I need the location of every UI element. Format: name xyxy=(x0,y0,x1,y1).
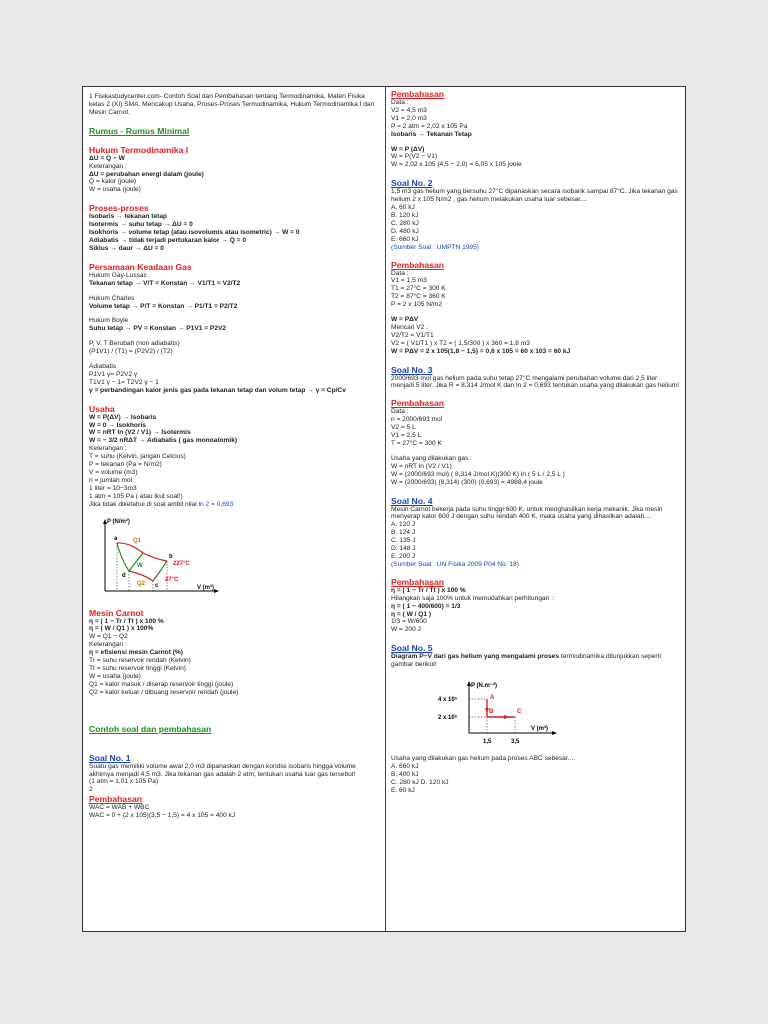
persamaan-line: Tekanan tetap → V/T = Konstan → V1/T1 = V2/T2 xyxy=(89,279,241,287)
carnot-line: W = Q1 − Q2 xyxy=(89,633,128,641)
soal4-line: D. 148 J xyxy=(391,545,416,553)
pv5-point-b: B xyxy=(489,709,494,716)
usaha-line: W = − 3/2 nRΔT → Adiabatis ( gas monoatomik) xyxy=(89,437,238,445)
soal2-line: E. 660 kJ xyxy=(391,235,419,243)
pembahasan3-line: W = (2000/693 mol) ( 8,314 J/mol K)(300 K) ln ( 5 L / 2,5 L ) xyxy=(391,470,565,478)
pv-point-a: a xyxy=(114,535,118,542)
persamaan-line: P1V1 γ= P2V2 γ xyxy=(89,370,138,378)
soal5-question-line: B. 400 kJ xyxy=(391,770,419,778)
usaha-line: 1 atm = 105 Pa ( atau ikut soal!) xyxy=(89,492,183,500)
soal5-heading: Soal No. 5 xyxy=(391,643,433,654)
pv-y-axis-label: P (N/m²) xyxy=(107,518,130,525)
pembahasan1-line: WAC = 0 + (2 x 105)(3,5 − 1,5) = 4 x 105 = 400 kJ xyxy=(89,812,236,820)
soal5-question-line: Usaha yang dilakukan gas helium pada proses ABC sebesar.... xyxy=(391,755,576,763)
persamaan-line: P, V, T Berubah (non adiabatis) xyxy=(89,340,180,348)
persamaan-line: γ = perbandingan kalor jenis gas pada tekanan tetap dan volum tetap → γ = Cp/Cv xyxy=(89,386,346,394)
pembahasan2-line: T2 = 87°C = 360 K xyxy=(391,293,446,301)
pembahasan2-line: W = PΔV = 2 x 105(1,8 − 1,5) = 0,6 x 105 = 60 x 103 = 60 kJ xyxy=(391,347,571,355)
pv-x-axis-label: V (m³) xyxy=(197,584,214,591)
soal2-line: 1,5 m3 gas helium yang bersuhu 27°C dipanaskan secara isobarik sampai 87°C. Jika tekanan gas helium 2 x 105 N/m2 , gas helium melakukan usaha luar sebesar.... xyxy=(391,188,678,204)
right-column xyxy=(391,89,681,795)
carnot-line: Q2 = kalor keluar / dibuang reservoir rendah (joule) xyxy=(89,688,239,696)
pv5-x-tick-2: 3,5 xyxy=(511,739,520,746)
pembahasan4-line: 1/3 = W/600 xyxy=(391,618,427,626)
soal5-question-line: C. 280 kJ D. 120 kJ xyxy=(391,778,449,786)
persamaan-line: Adiabatis xyxy=(89,363,117,371)
proses-line: Siklus → daur → ΔU = 0 xyxy=(89,244,164,252)
pembahasan2-line: W = PΔV xyxy=(391,316,419,324)
soal4-source: (Sumber Soal : UN Fisika 2009 P04 No. 18) xyxy=(391,560,519,568)
pembahasan4-line: W = 200 J xyxy=(391,626,421,634)
pembahasan3-line: Data : xyxy=(391,408,409,416)
pembahasan4-line: η = ( 1 − 400/600) = 1/3 xyxy=(391,602,461,610)
soal4-line: E. 200 J xyxy=(391,552,416,560)
pv5-y-tick-low: 2 x 10⁵ xyxy=(438,715,458,722)
pembahasan-a-line: P = 2 atm = 2,02 x 105 Pa xyxy=(391,122,468,130)
soal4-line: B. 124 J xyxy=(391,529,416,537)
pembahasan2-line: V2/T2 = V1/T1 xyxy=(391,331,434,339)
hukum-line: W = usaha (joule) xyxy=(89,186,141,194)
pembahasan3-line: V1 = 2,5 L xyxy=(391,432,422,440)
intro-text: 1 Fisikastudycenter.com- Contoh Soal dan Pembahasan tentang Termodinamika, Materi Fisika kelas 2 (XI) SMA. Mencakup Usaha, Proses-Proses Termodinamika, Hukum Termodinamika I dan Mesin Carnot. xyxy=(89,93,375,116)
proses-line: Isobaris → tekanan tetap xyxy=(89,213,168,221)
pembahasan3-line: T = 27°C = 300 K xyxy=(391,440,442,447)
carnot-line: Q1 = kalor masuk / diserap reservoir tinggi (joule) xyxy=(89,680,234,688)
hukum-line: Q = kalor (joule) xyxy=(89,178,137,186)
pembahasan2-line: V2 = ( V1/T1 ) x T2 = ( 1,5/300 ) x 360 = 1,8 m3 xyxy=(391,339,530,347)
pembahasan2-line: T1 = 27°C = 300 K xyxy=(391,285,446,293)
soal2-line: D. 480 kJ xyxy=(391,227,419,235)
soal5-intro: Diagram P−V dari gas helium yang mengalami proses termodinamika ditunjukkan seperti gambar berikut! xyxy=(391,653,661,669)
pembahasan-a-line: W = P (ΔV) xyxy=(391,145,425,153)
carnot-line: Keterangan : xyxy=(89,641,127,649)
pv-label-q2: Q2 xyxy=(137,580,146,587)
pembahasan2-line: Data : xyxy=(391,269,409,277)
soal2-source: (Sumber Soal : UMPTN 1995) xyxy=(391,243,479,251)
pembahasan4-line: η = ( W / Q1 ) xyxy=(391,610,432,618)
persamaan-line: Suhu tetap → PV = Konstan → P1V1 = P2V2 xyxy=(89,325,227,333)
soal5-pv-diagram xyxy=(435,677,575,749)
proses-line: Isotermis → suhu tetap → ΔU = 0 xyxy=(89,221,193,229)
soal2-line: B. 120 kJ xyxy=(391,211,419,219)
pv-label-q1: Q1 xyxy=(133,537,142,544)
pv5-y-tick-high: 4 x 10⁵ xyxy=(438,697,458,704)
pembahasan3-heading: Pembahasan xyxy=(391,398,445,409)
carnot-line: Tr = suhu reservoir rendah (Kelvin) xyxy=(89,657,191,665)
document-page xyxy=(82,86,686,932)
pembahasan-a-heading: Pembahasan xyxy=(391,89,445,99)
pv5-x-axis-label: V (m³) xyxy=(531,726,548,733)
soal1-line: (1 atm = 1,01 x 105 Pa) xyxy=(89,778,159,786)
persamaan-line: Hukum Charles xyxy=(89,294,135,302)
pembahasan-a-line: V1 = 2,0 m3 xyxy=(391,114,427,122)
pembahasan-a-line: W = P(V2 − V1) xyxy=(391,153,438,161)
pembahasan2-line: P = 2 x 105 N/m2 xyxy=(391,301,443,309)
pembahasan3-line: n = 2000/693 mol xyxy=(391,416,443,424)
persamaan-line: T1V1 γ − 1= T2V2 γ − 1 xyxy=(89,378,159,386)
pv-point-c: c xyxy=(155,582,159,589)
ln-value: ln 2 = 0,693 xyxy=(198,500,234,508)
soal5-question-line: A. 660 kJ xyxy=(391,762,419,770)
soal1-line: 2 xyxy=(89,786,93,794)
proses-line: Adiabatis → tidak terjadi pertukaran kalor → Q = 0 xyxy=(89,236,247,244)
proses-line: Isokhoris → volume tetap (atau isovolumis atau isometric) → W = 0 xyxy=(89,229,300,237)
persamaan-line: Volume tetap → P/T = Konstan → P1/T1 = P2/T2 xyxy=(89,302,238,310)
soal4-line: Mesin Carnot bekerja pada suhu tinggi 600 K, untuk menghasilkan kerja mekanik. Jika mesin menyerap kalor 600 J dengan suhu rendah 400 K, maka usaha yang dihasilkan adalah.... xyxy=(391,505,663,521)
usaha-line: V = volume (m3) xyxy=(89,469,138,476)
persamaan-line: Hukum Gay-Lussac xyxy=(89,271,147,279)
pembahasan3-line: W = nRT ln (V2 / V1) xyxy=(391,462,452,470)
pembahasan1-line: WAC = WAB + WBC xyxy=(89,804,150,812)
soal2-line: A. 60 kJ xyxy=(391,204,415,212)
pembahasan3-line: Usaha yang dilakukan gas : xyxy=(391,454,473,462)
soal4-line: C. 135 J xyxy=(391,537,416,545)
soal3-heading: Soal No. 3 xyxy=(391,364,433,375)
hukum-line: ΔU = Q − W xyxy=(89,154,125,162)
pembahasan-a-line: Data : xyxy=(391,99,409,106)
hukum-heading: Hukum Termodinamika I xyxy=(89,144,189,155)
pv5-x-tick-1: 1,5 xyxy=(483,739,492,746)
usaha-line: W = P(ΔV) → Isobaris xyxy=(89,413,157,421)
pembahasan2-line: V1 = 1,5 m3 xyxy=(391,277,427,285)
soal1-line: Suatu gas memiliki volume awal 2,0 m3 dipanaskan dengan kondisi isobaris hingga volume akhirnya menjadi 4,5 m3. Jika tekanan gas adalah 2 atm, tentukan usaha luar gas tersebut! xyxy=(89,762,356,778)
persamaan-heading: Persamaan Keadaan Gas xyxy=(89,261,192,272)
pembahasan2-heading: Pembahasan xyxy=(391,259,445,270)
pembahasan1-heading: Pembahasan xyxy=(89,794,143,805)
carnot-line: η = ( 1 − Tr / Tt ) x 100 % xyxy=(89,617,164,625)
pembahasan3-line: W = (2000/693) (8,314) (300) (0,693) = 4988,4 joule xyxy=(391,478,543,486)
carnot-line: η = efisiensi mesin Carnot (%) xyxy=(89,649,183,657)
carnot-pv-diagram xyxy=(93,515,223,599)
proses-heading: Proses-proses xyxy=(89,203,149,214)
pembahasan-a-line: Isobaris → Tekanan Tetap xyxy=(391,130,472,138)
soal5-question-line: E. 60 kJ xyxy=(391,786,415,794)
usaha-line: Keterangan : xyxy=(89,445,127,453)
pv5-point-c: C xyxy=(517,709,522,716)
carnot-line: Tt = suhu reservoir tinggi (Kelvin) xyxy=(89,664,186,672)
soal4-heading: Soal No. 4 xyxy=(391,495,433,506)
usaha-line: W = nRT ln (V2 / V1) → Isotermis xyxy=(89,429,191,437)
pv5-point-a: A xyxy=(490,695,495,702)
soal4-line: A. 120 J xyxy=(391,521,416,529)
persamaan-line: (P1V1) / (T1) = (P2V2) / (T2) xyxy=(89,348,173,356)
carnot-line: W = usaha (joule) xyxy=(89,672,141,680)
pv5-y-axis-label: P (N.m⁻²) xyxy=(471,683,498,690)
column-divider xyxy=(385,87,386,931)
pembahasan4-heading: Pembahasan xyxy=(391,576,445,587)
usaha-line: n = jumlah mol xyxy=(89,476,133,484)
contoh-heading: Contoh soal dan pembahasan xyxy=(89,723,212,734)
hukum-line: Keterangan : xyxy=(89,162,127,170)
carnot-line: η = ( W / Q1 ) x 100% xyxy=(89,625,154,633)
pv-temp-high: 227°C xyxy=(173,560,190,567)
pembahasan-a-line: V2 = 4,5 m3 xyxy=(391,106,427,114)
pembahasan4-line: η = ( 1 − Tr / Tt ) x 100 % xyxy=(391,586,466,594)
pembahasan2-line: Mencari V2 : xyxy=(391,323,429,331)
ln-note: Jika tidak diketahui di soal ambil nilai ln 2 = 0,693 xyxy=(89,500,234,508)
soal2-line: C. 280 kJ xyxy=(391,219,419,227)
pembahasan-a-line: W = 2,02 x 105 (4,5 − 2,0) = 5,05 x 105 joule xyxy=(391,161,522,169)
rumus-heading: Rumus - Rumus Minimal xyxy=(89,125,190,136)
pv-point-b: b xyxy=(169,553,173,560)
usaha-heading: Usaha xyxy=(89,403,115,414)
soal1-heading: Soal No. 1 xyxy=(89,752,131,763)
usaha-line: 1 liter = 10−3m3 xyxy=(89,484,137,492)
usaha-line: P = tekanan (Pa = N/m2) xyxy=(89,461,162,469)
pv-label-w: W xyxy=(137,562,143,569)
pembahasan4-line: Hilangkan saja 100% untuk memudahkan perhitungan : xyxy=(391,594,554,602)
pv-point-d: d xyxy=(122,572,126,579)
pv-temp-low: 27°C xyxy=(165,576,179,583)
soal2-heading: Soal No. 2 xyxy=(391,178,433,189)
soal3-line: 2000/693 mol gas helium pada suhu tetap 27°C mengalami perubahan volume dari 2,5 liter menjadi 5 liter. Jika R = 8,314 J/mol K dan ln 2 = 0,693 tentukan usaha yang dilakukan gas helium! xyxy=(391,374,680,390)
carnot-heading: Mesin Carnot xyxy=(89,607,144,618)
hukum-line: ΔU = perubahan energi dalam (joule) xyxy=(89,170,204,178)
left-column xyxy=(89,93,379,820)
pembahasan3-line: V2 = 5 L xyxy=(391,424,416,432)
usaha-line: T = suhu (Kelvin, jangan Celcius) xyxy=(89,453,186,461)
persamaan-line: Hukum Boyle xyxy=(89,317,129,325)
usaha-line: W = 0 → Isokhoris xyxy=(89,421,146,429)
